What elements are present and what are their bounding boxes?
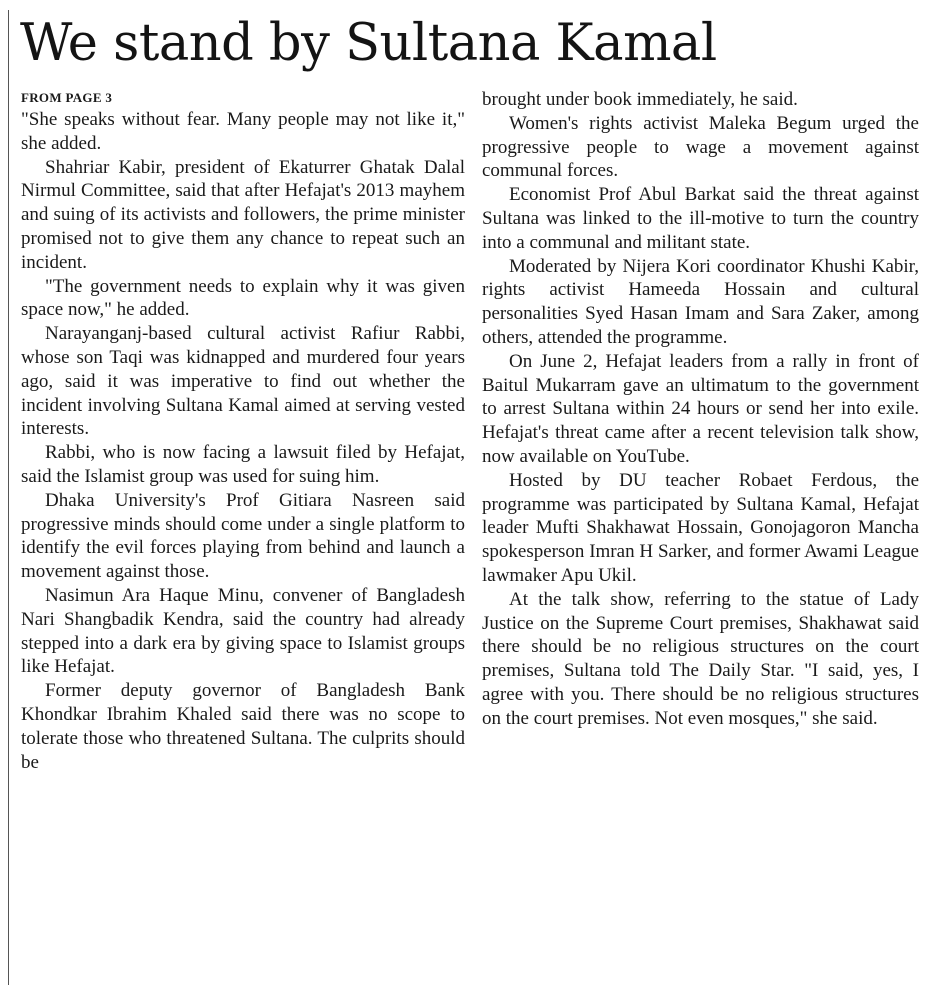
paragraph: Dhaka University's Prof Gitiara Nasreen said progressive minds should come under a single platform to identify the evil forces playing from behind and launch a movement against those.	[21, 489, 465, 583]
paragraph: On June 2, Hefajat leaders from a rally in front of Baitul Mukarram gave an ultimatum to the government to arrest Sultana within 24 hours or send her into exile. Hefajat's threat came after a recent television talk show, now available on YouTube.	[482, 350, 919, 467]
paragraph: Hosted by DU teacher Robaet Ferdous, the programme was participated by Sultana Kamal, Hefajat leader Mufti Shakhawat Hossain, Gonojagoron Mancha spokesperson Imran H Sarker, and former Awami League lawmaker Apu Ukil.	[482, 469, 919, 586]
paragraph: Women's rights activist Maleka Begum urged the progressive people to wage a movement against communal forces.	[482, 112, 919, 182]
paragraph: "The government needs to explain why it was given space now," he added.	[21, 275, 465, 321]
paragraph: Shahriar Kabir, president of Ekaturrer Ghatak Dalal Nirmul Committee, said that after Hefajat's 2013 mayhem and suing of its activists and followers, the prime minister promised not to give them any chance to repeat such an incident.	[21, 156, 465, 273]
paragraph: Rabbi, who is now facing a lawsuit filed by Hefajat, said the Islamist group was used for suing him.	[21, 442, 465, 487]
paragraph: Nasimun Ara Haque Minu, convener of Bangladesh Nari Shangbadik Kendra, said the country had already stepped into a dark era by giving space to Islamist groups like Hefajat.	[21, 584, 465, 678]
headline: We stand by Sultana Kamal	[20, 14, 717, 73]
paragraph: "She speaks without fear. Many people may not like it," she added.	[21, 109, 465, 154]
paragraph: Narayanganj-based cultural activist Rafiur Rabbi, whose son Taqi was kidnapped and murdered four years ago, said it was imperative to find out whether the incident involving Sultana Kamal aimed at serving vested interests.	[21, 323, 465, 440]
paragraph: At the talk show, referring to the statue of Lady Justice on the Supreme Court premises, Shakhawat said there should be no religious structures on the court premises, Sultana told The Daily Star. "I said, yes, I agree with you. There should be no religious structures on the court premises. Not even mosques," she said.	[482, 588, 919, 729]
paragraph: brought under book immediately, he said.	[482, 89, 798, 110]
column-rule	[8, 10, 9, 985]
paragraph: Former deputy governor of Bangladesh Bank Khondkar Ibrahim Khaled said there was no scope to tolerate those who threatened Sultana. The culprits should be	[21, 680, 465, 773]
left-column	[21, 88, 465, 774]
paragraph: Moderated by Nijera Kori coordinator Khushi Kabir, rights activist Hameeda Hossain and cultural personalities Syed Hasan Imam and Sara Zaker, among others, attended the programme.	[482, 255, 919, 348]
kicker: FROM PAGE 3	[21, 90, 113, 105]
right-column	[482, 88, 919, 731]
paragraph: Economist Prof Abul Barkat said the threat against Sultana was linked to the ill-motive to turn the country into a communal and militant state.	[482, 184, 919, 253]
